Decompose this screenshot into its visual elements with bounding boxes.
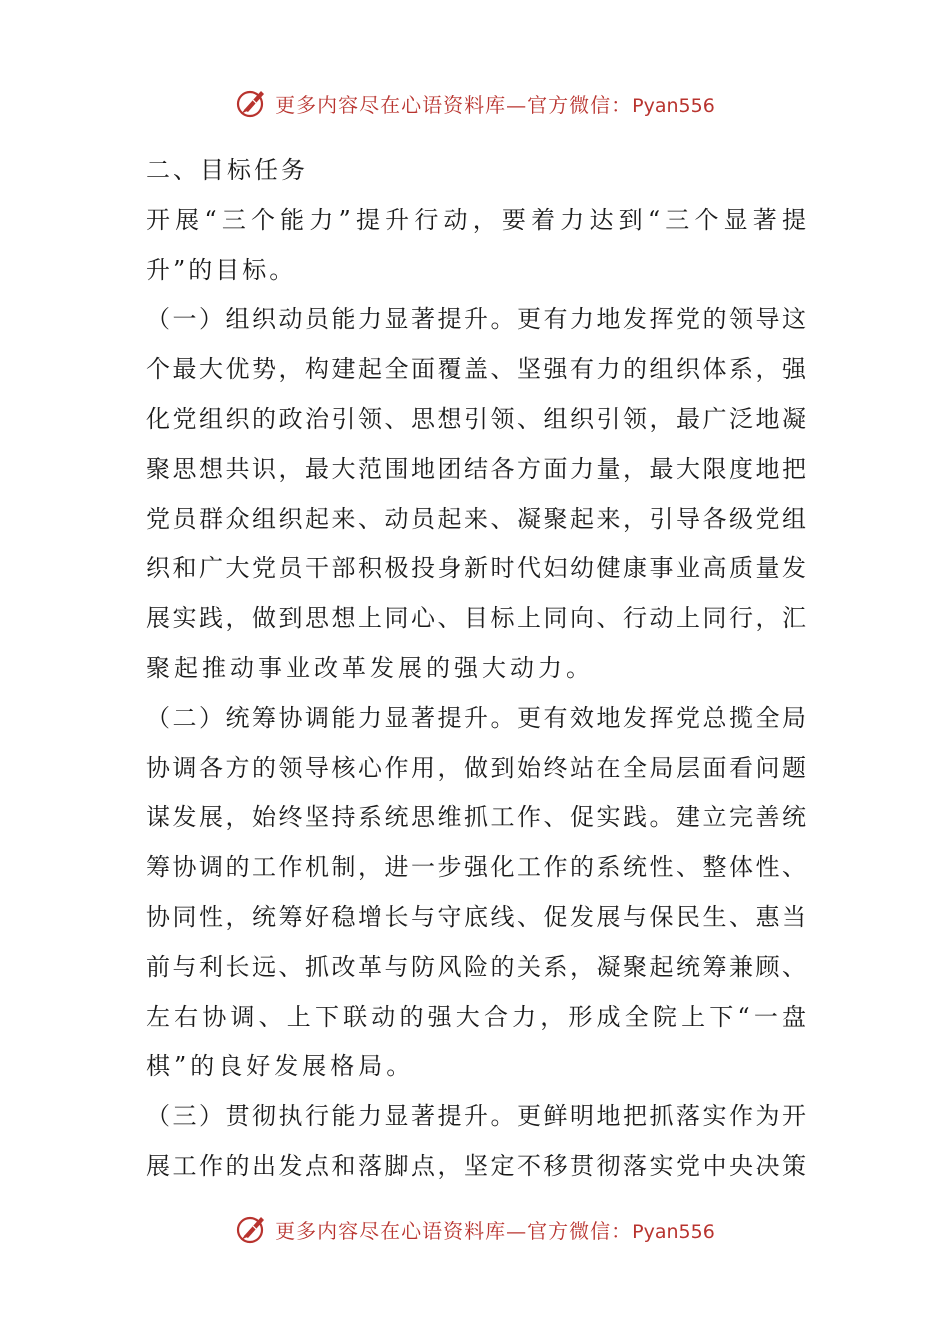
watermark-text: 更多内容尽在心语资料库—官方微信：Pyan556 <box>275 92 715 117</box>
watermark-footer <box>0 1209 950 1249</box>
quill-logo-icon <box>235 86 269 120</box>
paragraph-line-6: 聚思想共识，最大范围地团结各方面力量，最大限度地把 <box>146 454 806 483</box>
watermark-wechat-id: Pyan556 <box>632 1220 715 1243</box>
paragraph-line-17: 左右协调、上下联动的强大合力，形成全院上下“一盘 <box>146 1002 806 1031</box>
paragraph-line-3: （一）组织动员能力显著提升。更有力地发挥党的领导这 <box>146 305 806 334</box>
paragraph-line-7: 党员群众组织起来、动员起来、凝聚起来，引导各级党组 <box>146 504 806 533</box>
watermark-text: 更多内容尽在心语资料库—官方微信：Pyan556 <box>275 1218 715 1243</box>
paragraph-line-1: 开展“三个能力”提升行动，要着力达到“三个显著提 <box>146 205 806 234</box>
paragraph-line-19: （三）贯彻执行能力显著提升。更鲜明地把抓落实作为开 <box>146 1102 806 1131</box>
paragraph-line-5: 化党组织的政治引领、思想引领、组织引领，最广泛地凝 <box>146 404 806 433</box>
watermark-wechat-id: Pyan556 <box>632 94 715 117</box>
section-heading: 二、目标任务 <box>146 156 308 184</box>
paragraph-line-2: 升”的目标。 <box>146 255 297 284</box>
paragraph-line-12: 协调各方的领导核心作用，做到始终站在全局层面看问题 <box>146 753 806 782</box>
watermark-header <box>0 83 950 123</box>
paragraph-line-8: 织和广大党员干部积极投身新时代妇幼健康事业高质量发 <box>146 554 806 583</box>
paragraph-line-10: 聚起推动事业改革发展的强大动力。 <box>146 653 594 682</box>
paragraph-line-15: 协同性，统筹好稳增长与守底线、促发展与保民生、惠当 <box>146 902 806 931</box>
paragraph-line-13: 谋发展，始终坚持系统思维抓工作、促实践。建立完善统 <box>146 803 806 832</box>
paragraph-line-20: 展工作的出发点和落脚点，坚定不移贯彻落实党中央决策 <box>146 1151 806 1180</box>
paragraph-line-9: 展实践，做到思想上同心、目标上同向、行动上同行，汇 <box>146 604 806 633</box>
quill-logo-icon <box>235 1212 269 1246</box>
paragraph-line-18: 棋”的良好发展格局。 <box>146 1052 415 1081</box>
paragraph-line-16: 前与利长远、抓改革与防风险的关系，凝聚起统筹兼顾、 <box>146 952 806 981</box>
paragraph-line-14: 筹协调的工作机制，进一步强化工作的系统性、整体性、 <box>146 853 806 882</box>
paragraph-line-4: 个最大优势，构建起全面覆盖、坚强有力的组织体系，强 <box>146 355 806 384</box>
paragraph-line-11: （二）统筹协调能力显著提升。更有效地发挥党总揽全局 <box>146 703 806 732</box>
document-body <box>146 146 806 1192</box>
